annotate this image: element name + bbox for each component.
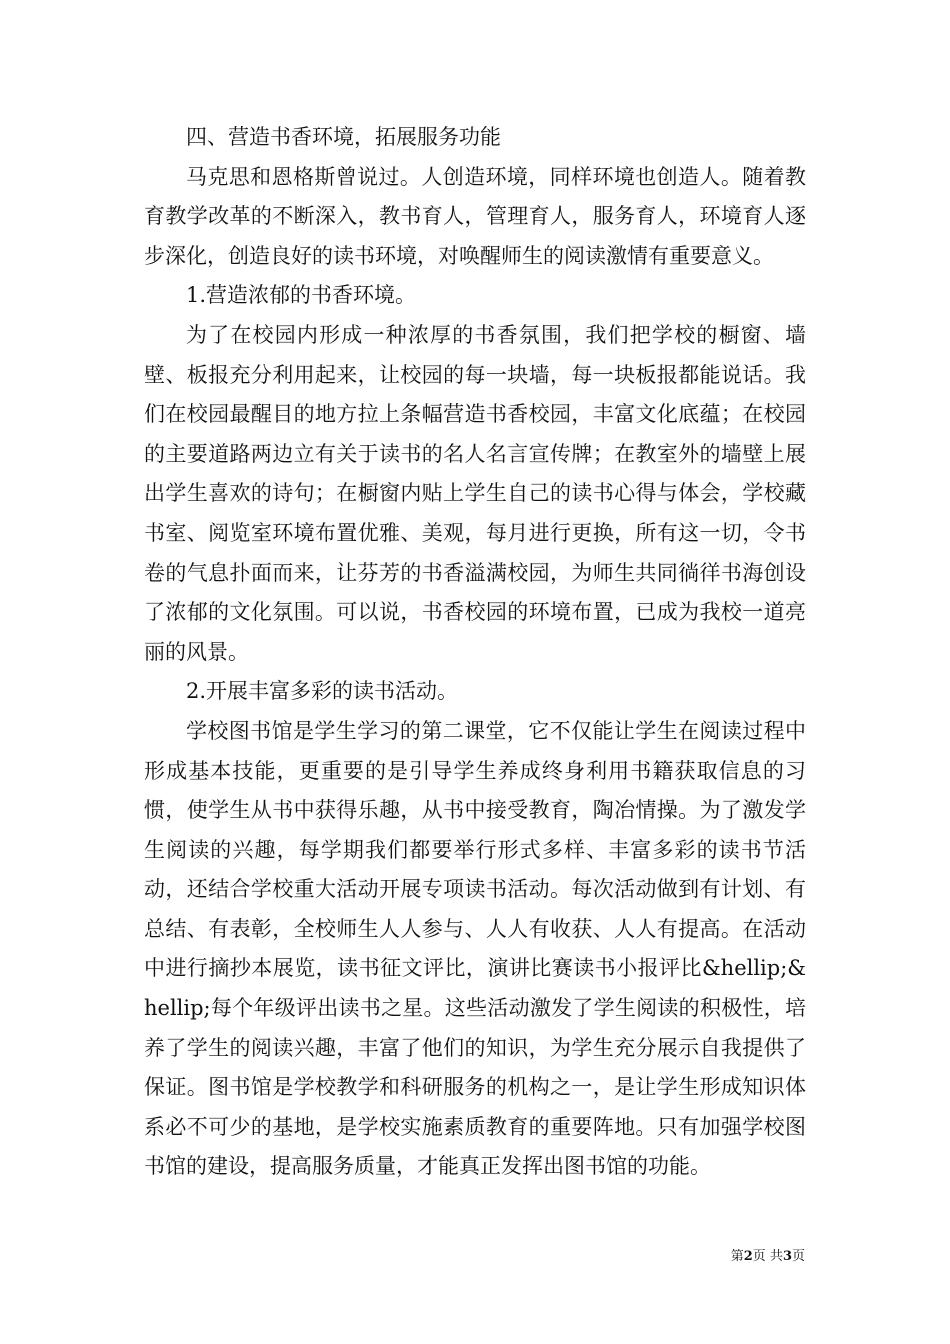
page-number-footer (731, 1248, 805, 1266)
document-body (144, 118, 806, 1187)
page-middle: 页 共 (752, 1249, 783, 1264)
page-prefix: 第 (730, 1249, 744, 1264)
body-paragraph: 马克思和恩格斯曾说过。人创造环境，同样环境也创造人。随着教育教学改革的不断深入，教书育人，管理育人，服务育人，环境育人逐步深化，创造良好的读书环境，对唤醒师生的阅读激情有重要意义。 (144, 164, 806, 268)
page-suffix: 页 (791, 1249, 805, 1264)
body-paragraph: 为了在校园内形成一种浓厚的书香氛围，我们把学校的橱窗、墙壁、板报充分利用起来，让校园的每一块墙，每一块板报都能说话。我们在校园最醒目的地方拉上条幅营造书香校园，丰富文化底蕴；在校园的主要道路两边立有关于读书的名人名言宣传牌；在教室外的墙壁上展出学生喜欢的诗句；在橱窗内贴上学生自己的读书心得与体会，学校藏书室、阅览室环境布置优雅、美观，每月进行更换，所有这一切，令书卷的气息扑面而来，让芬芳的书香溢满校园，为师生共同徜徉书海创设了浓郁的文化氛围。可以说，书香校园的环境布置，已成为我校一道亮丽的风景。 (144, 322, 806, 664)
current-page-number: 2 (743, 1249, 753, 1264)
subsection-heading: 2.开展丰富多彩的读书活动。 (186, 679, 459, 704)
body-paragraph: 学校图书馆是学生学习的第二课堂，它不仅能让学生在阅读过程中形成基本技能，更重要的是引导学生养成终身利用书籍获取信息的习惯，使学生从书中获得乐趣，从书中接受教育，陶冶情操。为了激发学生阅读的兴趣，每学期我们都要举行形式多样、丰富多彩的读书节活动，还结合学校重大活动开展专项读书活动。每次活动做到有计划、有总结、有表彰，全校师生人人参与、人人有收获、人人有提高。在活动中进行摘抄本展览，读书征文评比，演讲比赛读书小报评比&hellip;&hellip;每个年级评出读书之星。这些活动激发了学生阅读的积极性，培养了学生的阅读兴趣，丰富了他们的知识，为学生充分展示自我提供了保证。图书馆是学校教学和科研服务的机构之一，是让学生形成知识体系必不可少的基地，是学校实施素质教育的重要阵地。只有加强学校图书馆的建设，提高服务质量，才能真正发挥出图书馆的功能。 (144, 718, 806, 1179)
subsection-heading: 1.营造浓郁的书香环境。 (186, 283, 417, 308)
section-heading: 四、营造书香环境，拓展服务功能 (186, 125, 501, 149)
total-page-number: 3 (782, 1249, 792, 1264)
